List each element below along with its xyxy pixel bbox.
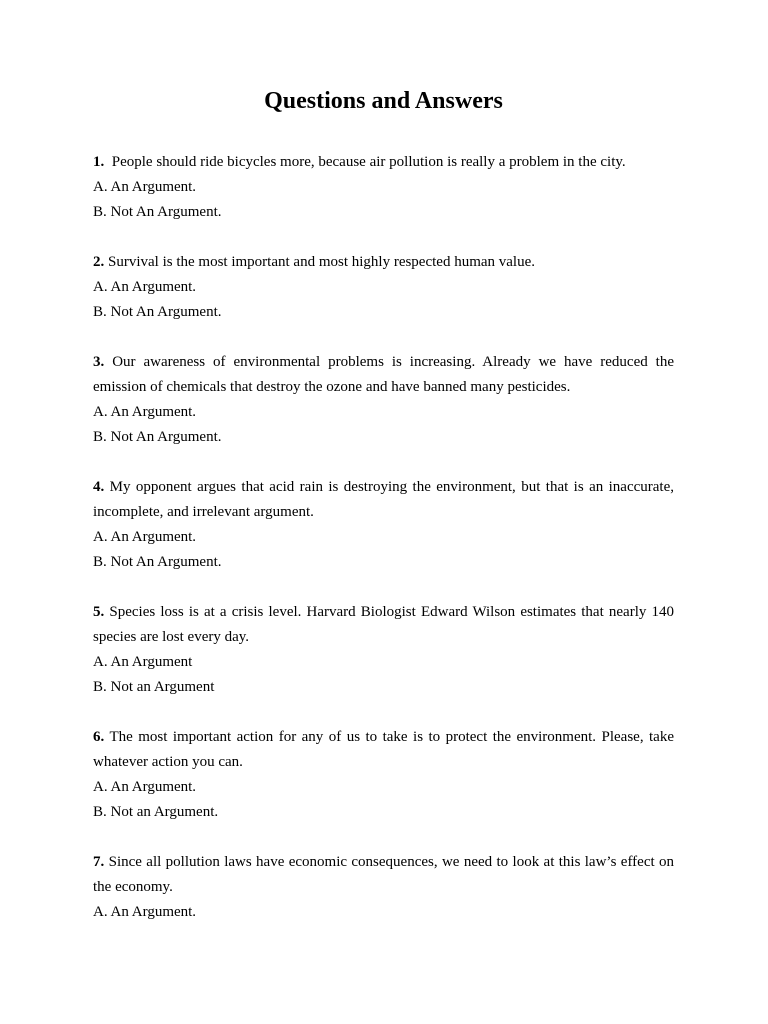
question-text: [93, 850, 674, 900]
option-b: B. Not An Argument.: [93, 304, 222, 320]
question-statement: My opponent argues that acid rain is destroying the environment, but that is an inaccurate, incomplete, and irrelevant argument.: [93, 479, 675, 520]
option-b: B. Not an Argument: [93, 679, 215, 695]
question-5: [93, 600, 674, 700]
question-number: 2.: [93, 254, 105, 270]
question-number: 3.: [93, 354, 105, 370]
option-b: B. Not An Argument.: [93, 204, 222, 220]
option-a: A. An Argument.: [93, 404, 197, 420]
question-text: [93, 350, 674, 400]
question-statement: Species loss is at a crisis level. Harvard Biologist Edward Wilson estimates that nearly 140 species are lost every day.: [93, 604, 675, 645]
question-number: 1.: [93, 154, 105, 170]
option-b: B. Not an Argument.: [93, 804, 219, 820]
question-text: [93, 475, 674, 525]
question-text: [93, 150, 674, 175]
question-1: [93, 150, 674, 225]
question-number: 5.: [93, 604, 105, 620]
option-a: A. An Argument.: [93, 279, 197, 295]
question-number: 6.: [93, 729, 105, 745]
question-number: 7.: [93, 854, 105, 870]
option-a: A. An Argument.: [93, 904, 197, 920]
question-6: [93, 725, 674, 825]
question-text: [93, 600, 674, 650]
page-title: Questions and Answers: [264, 88, 503, 114]
question-3: [93, 350, 674, 450]
question-text: [93, 250, 674, 275]
document-page: [93, 86, 674, 950]
question-statement: Our awareness of environmental problems is increasing. Already we have reduced the emission of chemicals that destroy the ozone and have banned many pesticides.: [93, 354, 674, 395]
question-4: [93, 475, 674, 575]
option-a: A. An Argument.: [93, 529, 197, 545]
option-b: B. Not An Argument.: [93, 554, 222, 570]
option-a: A. An Argument: [93, 654, 193, 670]
option-b: B. Not An Argument.: [93, 429, 222, 445]
question-statement: The most important action for any of us to take is to protect the environment. Please, take whatever action you can.: [93, 729, 674, 770]
option-a: A. An Argument.: [93, 779, 197, 795]
question-statement: Since all pollution laws have economic consequences, we need to look at this law’s effect on the economy.: [93, 854, 675, 895]
question-7: [93, 850, 674, 925]
question-statement: Survival is the most important and most highly respected human value.: [108, 254, 536, 270]
question-number: 4.: [93, 479, 105, 495]
question-2: [93, 250, 674, 325]
question-text: [93, 725, 674, 775]
question-statement: People should ride bicycles more, because air pollution is really a problem in the city.: [108, 154, 626, 170]
option-a: A. An Argument.: [93, 179, 197, 195]
